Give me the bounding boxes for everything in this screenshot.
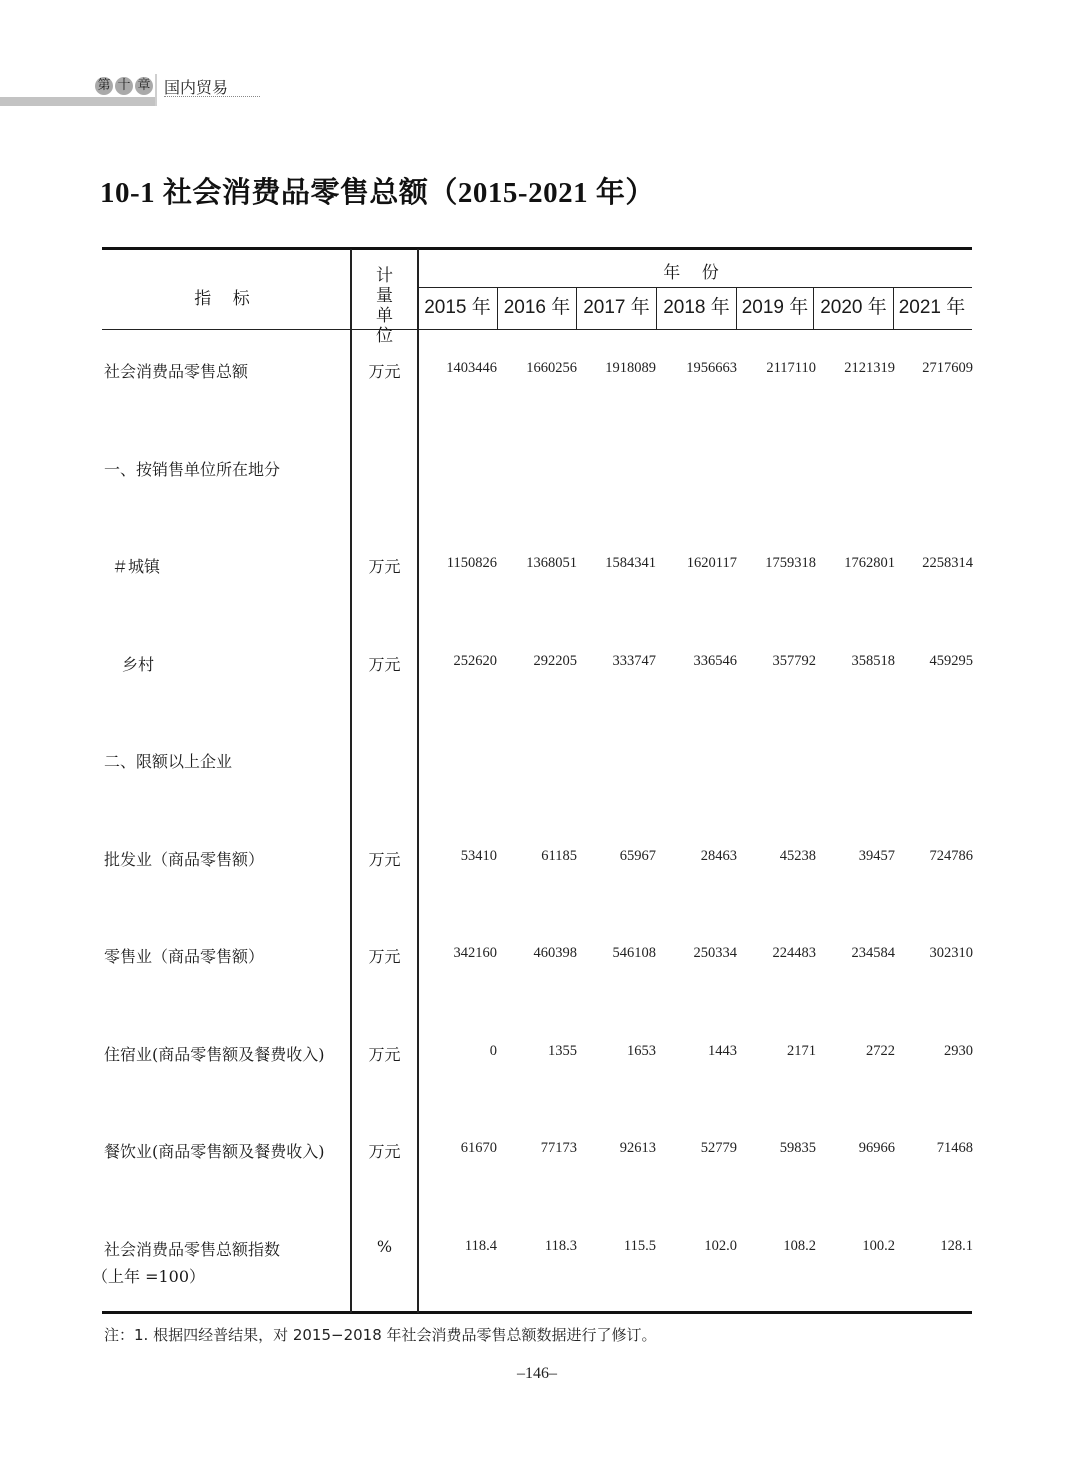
table-cell: 1368051 — [526, 555, 577, 571]
table-cell: 0 — [489, 1043, 497, 1059]
table-cell: 460398 — [533, 945, 577, 961]
row-label: 二、限额以上企业 — [104, 752, 233, 771]
table-cell: 357792 — [772, 653, 816, 669]
table-cell: 77173 — [540, 1140, 577, 1156]
table-cell: 459295 — [929, 653, 973, 669]
table-cell: 92613 — [619, 1140, 656, 1156]
table-cell: 28463 — [700, 848, 737, 864]
table-cell: 1443 — [708, 1043, 737, 1059]
table-cell: 53410 — [460, 848, 497, 864]
table-header-rule — [102, 329, 972, 330]
table-cell: 724786 — [929, 848, 973, 864]
header-year: 2016 年 — [503, 297, 571, 318]
table-cell: 1653 — [627, 1043, 656, 1059]
table-cell: 65967 — [619, 848, 656, 864]
header-indicator: 指 标 — [194, 289, 258, 309]
table-cell: 115.5 — [623, 1238, 656, 1254]
table-cell: 252620 — [453, 653, 497, 669]
header-separator — [155, 74, 157, 106]
header-year: 2017 年 — [583, 297, 650, 318]
header-year: 2015 年 — [424, 297, 491, 318]
table-cell: 1759318 — [765, 555, 816, 571]
header-year: 2018 年 — [663, 297, 730, 318]
table-top-rule — [102, 247, 972, 250]
table-cell: 2717609 — [922, 360, 973, 376]
row-unit: 万元 — [368, 557, 401, 576]
table-cell: 61670 — [460, 1140, 497, 1156]
row-label-line2: （上年 =100） — [92, 1267, 206, 1286]
table-cell: 100.2 — [862, 1238, 895, 1254]
header-year: 2020 年 — [820, 297, 887, 318]
year-group-rule — [418, 287, 972, 288]
table-cell: 1150826 — [446, 555, 497, 571]
table-cell: 71468 — [936, 1140, 973, 1156]
footnote: 注：1. 根据四经普结果，对 2015−2018 年社会消费品零售总额数据进行了修订。 — [104, 1326, 657, 1344]
header-unit-line2: 单 位 — [376, 306, 400, 346]
header-gray-bar — [0, 97, 156, 106]
table-cell: 39457 — [858, 848, 895, 864]
table-cell: 1355 — [548, 1043, 577, 1059]
header-year: 2021 年 — [898, 297, 966, 318]
table-cell: 1660256 — [526, 360, 577, 376]
row-label: 乡村 — [122, 655, 155, 674]
row-unit: 万元 — [368, 362, 401, 381]
table-cell: 1584341 — [605, 555, 656, 571]
row-unit: 万元 — [368, 1142, 401, 1161]
table-cell: 2171 — [787, 1043, 816, 1059]
row-label: 批发业（商品零售额） — [104, 850, 265, 869]
table-cell: 358518 — [851, 653, 895, 669]
row-label: 餐饮业(商品零售额及餐费收入) — [104, 1142, 325, 1161]
table-cell: 342160 — [453, 945, 497, 961]
table-cell: 250334 — [693, 945, 737, 961]
table-cell: 2121319 — [844, 360, 895, 376]
header-year: 2019 年 — [741, 297, 809, 318]
row-label: 社会消费品零售总额指数 — [104, 1240, 281, 1259]
table-cell: 1918089 — [605, 360, 656, 376]
chapter-badge — [95, 77, 153, 95]
table-cell: 1403446 — [446, 360, 497, 376]
table-cell: 2117110 — [766, 360, 816, 376]
row-unit: 万元 — [368, 1045, 401, 1064]
table-cell: 108.2 — [783, 1238, 816, 1254]
table-cell: 59835 — [779, 1140, 816, 1156]
table-cell: 128.1 — [940, 1238, 973, 1254]
table-cell: 45238 — [779, 848, 816, 864]
header-unit-line1: 计 量 — [376, 266, 400, 306]
row-unit: 万元 — [368, 655, 401, 674]
table-cell: 96966 — [858, 1140, 895, 1156]
table-cell: 546108 — [612, 945, 656, 961]
table-cell: 1762801 — [844, 555, 895, 571]
table-cell: 2258314 — [922, 555, 973, 571]
table-cell: 61185 — [541, 848, 577, 864]
section-underline — [164, 96, 260, 97]
row-label: 一、按销售单位所在地分 — [104, 460, 281, 479]
row-label: 住宿业(商品零售额及餐费收入) — [104, 1045, 325, 1064]
row-label: 社会消费品零售总额 — [104, 362, 249, 381]
table-cell: 302310 — [929, 945, 973, 961]
table-cell: 1956663 — [686, 360, 737, 376]
table-cell: 2722 — [866, 1043, 895, 1059]
page-number: –146– — [517, 1365, 557, 1382]
row-label: ＃城镇 — [112, 557, 161, 576]
table-cell: 234584 — [851, 945, 895, 961]
table-cell: 224483 — [772, 945, 816, 961]
table-cell: 1620117 — [686, 555, 737, 571]
chapter-char: 章 — [135, 77, 153, 95]
row-unit: 万元 — [368, 850, 401, 869]
header-unit — [352, 266, 417, 346]
table-cell: 102.0 — [704, 1238, 737, 1254]
table-cell: 292205 — [533, 653, 577, 669]
page-title: 10-1 社会消费品零售总额（2015-2021 年） — [100, 177, 655, 209]
table-cell: 2930 — [944, 1043, 973, 1059]
table-cell: 118.4 — [464, 1238, 497, 1254]
table-cell: 118.3 — [544, 1238, 577, 1254]
table-cell: 52779 — [700, 1140, 737, 1156]
row-unit: % — [376, 1237, 393, 1256]
section-name: 国内贸易 — [164, 78, 229, 97]
chapter-char: 十 — [115, 77, 133, 95]
table-cell: 333747 — [612, 653, 656, 669]
header-year-group: 年 份 — [663, 263, 727, 283]
row-unit: 万元 — [368, 947, 401, 966]
table-bottom-rule — [102, 1311, 972, 1314]
table-cell: 336546 — [693, 653, 737, 669]
row-label: 零售业（商品零售额） — [104, 947, 265, 966]
chapter-char: 第 — [95, 77, 113, 95]
